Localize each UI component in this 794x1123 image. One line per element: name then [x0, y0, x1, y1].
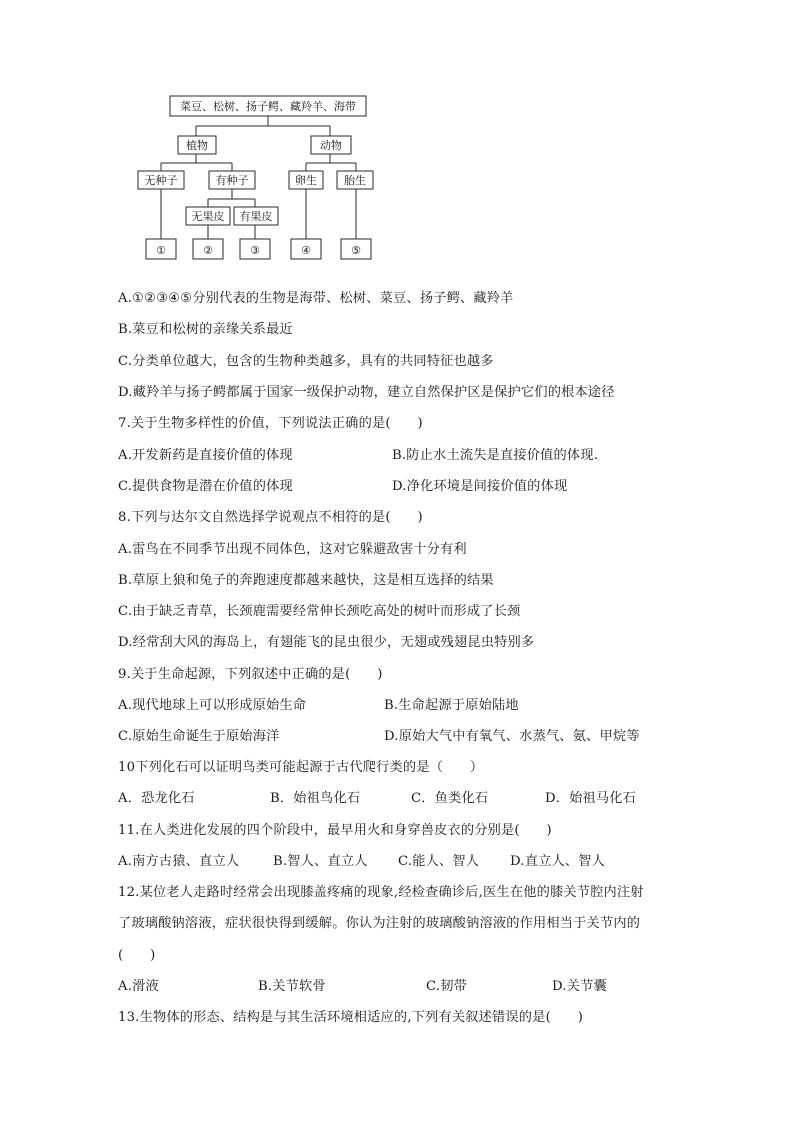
q10-option-a: A．恐龙化石: [118, 791, 195, 806]
q11-option-d: D.直立人、智人: [510, 854, 606, 869]
animals-label: 动物: [320, 139, 342, 152]
q11-option-b: B.智人、直立人: [273, 854, 368, 869]
q12-option-b: B.关节软骨: [258, 979, 326, 994]
q12-stem-line3: ( ): [118, 948, 156, 963]
q12-option-c: C.韧带: [426, 979, 467, 994]
q7-option-d: D.净化环境是间接价值的体现: [392, 479, 568, 494]
q12-option-a: A.滑液: [118, 979, 159, 994]
q10-option-c: C．鱼类化石: [411, 791, 489, 806]
q9-option-c: C.原始生命诞生于原始海洋: [118, 729, 280, 744]
q7-stem: 7.关于生物多样性的价值，下列说法正确的是( ): [118, 416, 423, 431]
q9-stem: 9.关于生命起源，下列叙述中正确的是( ): [118, 667, 383, 682]
q11-option-c: C.能人、智人: [398, 854, 480, 869]
leaf-label-5: ⑤: [351, 244, 361, 257]
q6-option-b: B.菜豆和松树的亲缘关系最近: [118, 322, 293, 337]
classification-tree: [134, 93, 374, 265]
root-label: 菜豆、松树、扬子鳄、藏羚羊、海带: [180, 100, 356, 113]
q11-option-a: A.南方古猿、直立人: [118, 854, 240, 869]
q12-option-d: D.关节囊: [552, 979, 607, 994]
no-seed-label: 无种子: [144, 174, 178, 187]
q10-option-b: B．始祖鸟化石: [270, 791, 361, 806]
no-pericarp-label: 无果皮: [191, 210, 225, 223]
q8-stem: 8.下列与达尔文自然选择学说观点不相符的是( ): [118, 510, 423, 525]
has-seed-label: 有种子: [215, 174, 249, 187]
q6-option-c: C.分类单位越大，包含的生物种类越多，具有的共同特征也越多: [118, 354, 494, 369]
oviparous-label: 卵生: [295, 174, 317, 187]
q12-stem-line2: 了玻璃酸钠溶液，症状很快得到缓解。你认为注射的玻璃酸钠溶液的作用相当于关节内的: [118, 916, 641, 931]
q9-option-a: A.现代地球上可以形成原始生命: [118, 698, 307, 713]
q8-option-b: B.草原上狼和兔子的奔跑速度都越来越快，这是相互选择的结果: [118, 573, 494, 588]
q7-option-b: B.防止水土流失是直接价值的体现.: [392, 448, 599, 463]
classification-diagram: [134, 93, 374, 265]
has-pericarp-label: 有果皮: [239, 210, 273, 223]
q8-option-c: C.由于缺乏青草，长颈鹿需要经常伸长颈吃高处的树叶而形成了长颈: [118, 604, 521, 619]
q9-option-b: B.生命起源于原始陆地: [384, 698, 519, 713]
viviparous-label: 胎生: [344, 174, 366, 187]
q8-option-a: A.雷鸟在不同季节出现不同体色，这对它躲避敌害十分有利: [118, 542, 467, 557]
q7-option-c: C.提供食物是潜在价值的体现: [118, 479, 293, 494]
q13-stem: 13.生物体的形态、结构是与其生活环境相适应的,下列有关叙述错误的是( ): [118, 1010, 584, 1025]
q12-stem-line1: 12.某位老人走路时经常会出现膝盖疼痛的现象,经检查确诊后,医生在他的膝关节腔内注射: [118, 885, 644, 900]
leaf-label-1: ①: [156, 244, 166, 257]
leaf-label-4: ④: [301, 244, 311, 257]
q6-option-d: D.藏羚羊与扬子鳄都属于国家一级保护动物，建立自然保护区是保护它们的根本途径: [118, 385, 615, 400]
q7-option-a: A.开发新药是直接价值的体现: [118, 448, 293, 463]
q9-option-d: D.原始大气中有氧气、水蒸气、氨、甲烷等: [384, 729, 640, 744]
q6-option-a: A.①②③④⑤分别代表的生物是海带、松树、菜豆、扬子鳄、藏羚羊: [118, 291, 514, 306]
plants-label: 植物: [186, 139, 208, 152]
leaf-label-2: ②: [203, 244, 213, 257]
q10-option-d: D．始祖马化石: [545, 791, 637, 806]
leaf-label-3: ③: [250, 244, 260, 257]
q8-option-d: D.经常刮大风的海岛上，有翅能飞的昆虫很少，无翅或残翅昆虫特别多: [118, 635, 535, 650]
q11-stem: 11.在人类进化发展的四个阶段中，最早用火和身穿兽皮衣的分别是( ): [118, 823, 552, 838]
q10-stem: 10下列化石可以证明鸟类可能起源于古代爬行类的是（ ）: [118, 760, 484, 775]
